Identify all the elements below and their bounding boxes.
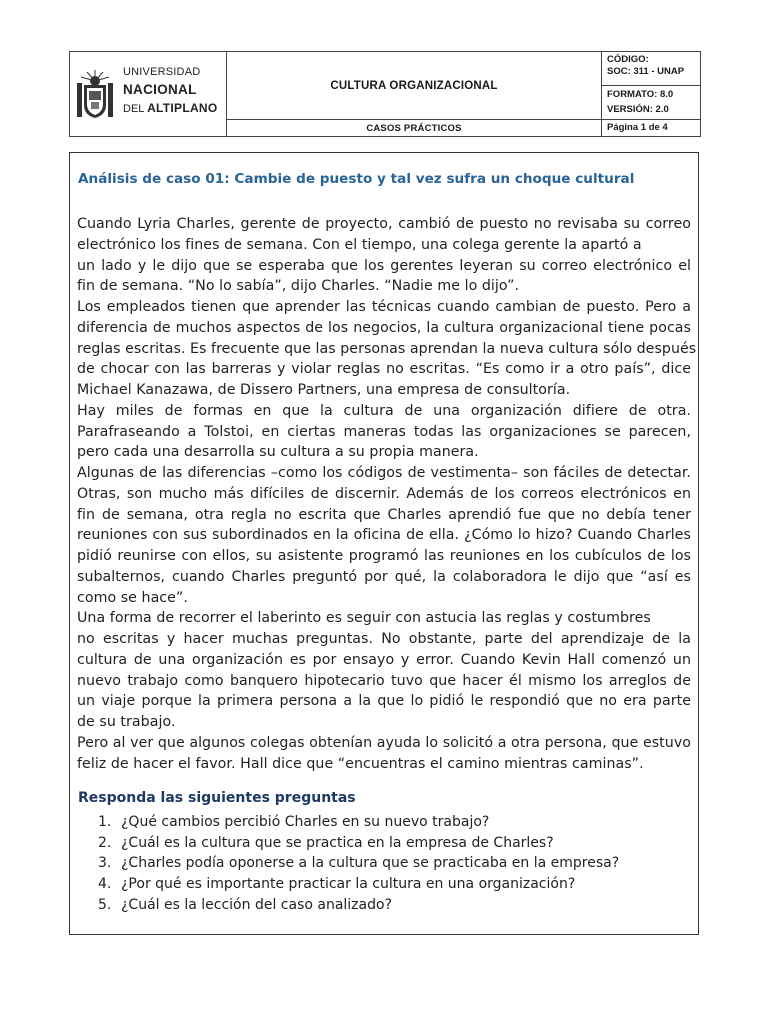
body-line: Algunas de las diferencias –como los códigos de vestimenta– son fáciles de detectar. [77, 465, 691, 481]
case-content-box [69, 152, 699, 935]
questions-heading: Responda las siguientes preguntas [78, 790, 356, 806]
page-number: Página 1 de 4 [607, 122, 668, 133]
body-line: pero cada una desarrolla su cultura a su propia manera. [77, 444, 479, 461]
question-text: ¿Qué cambios percibió Charles en su nuevo trabajo? [121, 814, 490, 830]
document-header [69, 51, 701, 137]
body-line: nuevo trabajo como banquero hipotecario tuvo que hacer él mismo los arreglos de [77, 672, 691, 689]
question-item [98, 853, 619, 874]
body-line: Otras, son mucho más difíciles de discernir. Además de los correos electrónicos en [77, 485, 691, 502]
document-subtitle: CASOS PRÁCTICOS [366, 122, 462, 134]
body-line: Michael Kanazawa, de Dissero Partners, una empresa de consultoría. [77, 382, 571, 398]
question-number: 1. [98, 814, 112, 830]
question-text: ¿Cuál es la cultura que se practica en la empresa de Charles? [121, 834, 554, 851]
body-line: Cuando Lyria Charles, gerente de proyecto, cambió de puesto no revisaba su correo [77, 216, 691, 232]
body-line: feliz de hacer el favor. Hall dice que “encuentras el camino mientras caminas”. [77, 755, 644, 772]
case-body [77, 214, 697, 774]
body-line: un viaje porque la primera persona a la que lo pidió le respondió que no era parte [77, 693, 691, 710]
question-text: ¿Cuál es la lección del caso analizado? [121, 896, 392, 913]
body-line: fin de semana. “No lo sabía”, dijo Charles. “Nadie me lo dijo”. [77, 278, 520, 295]
body-line: de su trabajo. [77, 714, 176, 730]
codigo-value: SOC: 311 - UNAP [607, 66, 685, 77]
body-line: electrónico los fines de semana. Con el tiempo, una colega gerente la apartó a [77, 236, 642, 253]
university-line-3-prefix: DEL [123, 102, 144, 115]
question-number: 3. [98, 855, 112, 872]
body-line: Pero al ver que algunos colegas obtenían ayuda lo solicitó a otra persona, que estuvo [77, 734, 691, 751]
question-number: 2. [98, 834, 112, 851]
formato: FORMATO: 8.0 [607, 89, 674, 100]
body-line: de chocar con las barreras y violar reglas no escritas. “Es como ir a otro país”, dice [77, 361, 691, 378]
university-name [123, 67, 218, 115]
university-line-2: NACIONAL [123, 82, 197, 97]
university-line-1: UNIVERSIDAD [123, 66, 201, 78]
body-line: no escritas y hacer muchas preguntas. No obstante, parte del aprendizaje de la [77, 631, 691, 647]
body-line: como se hace”. [77, 589, 188, 606]
document-title: CULTURA ORGANIZACIONAL [330, 80, 498, 92]
codigo-label: CÓDIGO: [607, 54, 649, 65]
question-number: 4. [98, 876, 112, 893]
question-item [98, 812, 619, 833]
question-text: ¿Charles podía oponerse a la cultura que se practicaba en la empresa? [121, 855, 620, 872]
body-line: un lado y le dijo que se esperaba que los gerentes leyeran su correo electrónico el [77, 257, 691, 274]
version: VERSIÓN: 2.0 [607, 104, 669, 115]
question-number: 5. [98, 896, 112, 913]
university-line-3 [123, 102, 218, 115]
question-text: ¿Por qué es importante practicar la cultura en una organización? [121, 876, 576, 893]
question-item [98, 895, 619, 916]
body-line: reglas escritas. Es frecuente que las personas aprendan la nueva cultura sólo después [77, 340, 697, 357]
body-line: Una forma de recorrer el laberinto es seguir con astucia las reglas y costumbres [77, 610, 651, 627]
university-line-3-bold: ALTIPLANO [147, 100, 218, 115]
header-divider [601, 85, 700, 86]
university-logo-block [70, 52, 226, 136]
body-line: cultura de una organización es por ensayo y error. Cuando Kevin Hall comenzó un [77, 651, 691, 668]
body-line: reuniones con sus subordinados en la oficina de ella. ¿Cómo lo hizo? Cuando Charles [77, 527, 691, 544]
questions-list [98, 812, 619, 915]
body-line: diferencia de muchos aspectos de los negocios, la cultura organizacional tiene pocas [77, 319, 691, 336]
body-line: subalternos, cuando Charles preguntó por qué, la colaboradora le dijo que “así es [77, 568, 691, 585]
body-line: Hay miles de formas en que la cultura de una organización difiere de otra. [77, 402, 691, 419]
case-title: Análisis de caso 01: Cambie de puesto y tal vez sufra un choque cultural [78, 171, 635, 187]
university-seal-icon [76, 69, 114, 119]
body-line: fin de semana, otra regla no escrita que Charles aprendió fue que no debía tener [77, 506, 691, 523]
question-item [98, 833, 619, 854]
header-divider [601, 52, 602, 136]
body-line: Parafraseando a Tolstoi, en ciertas maneras todas las organizaciones se parecen, [77, 423, 691, 440]
question-item [98, 874, 619, 895]
body-line: pidió reunirse con ellos, su asistente programó las reuniones en los cubículos de los [77, 548, 691, 564]
body-line: Los empleados tienen que aprender las técnicas cuando cambian de puesto. Pero a [77, 299, 691, 315]
